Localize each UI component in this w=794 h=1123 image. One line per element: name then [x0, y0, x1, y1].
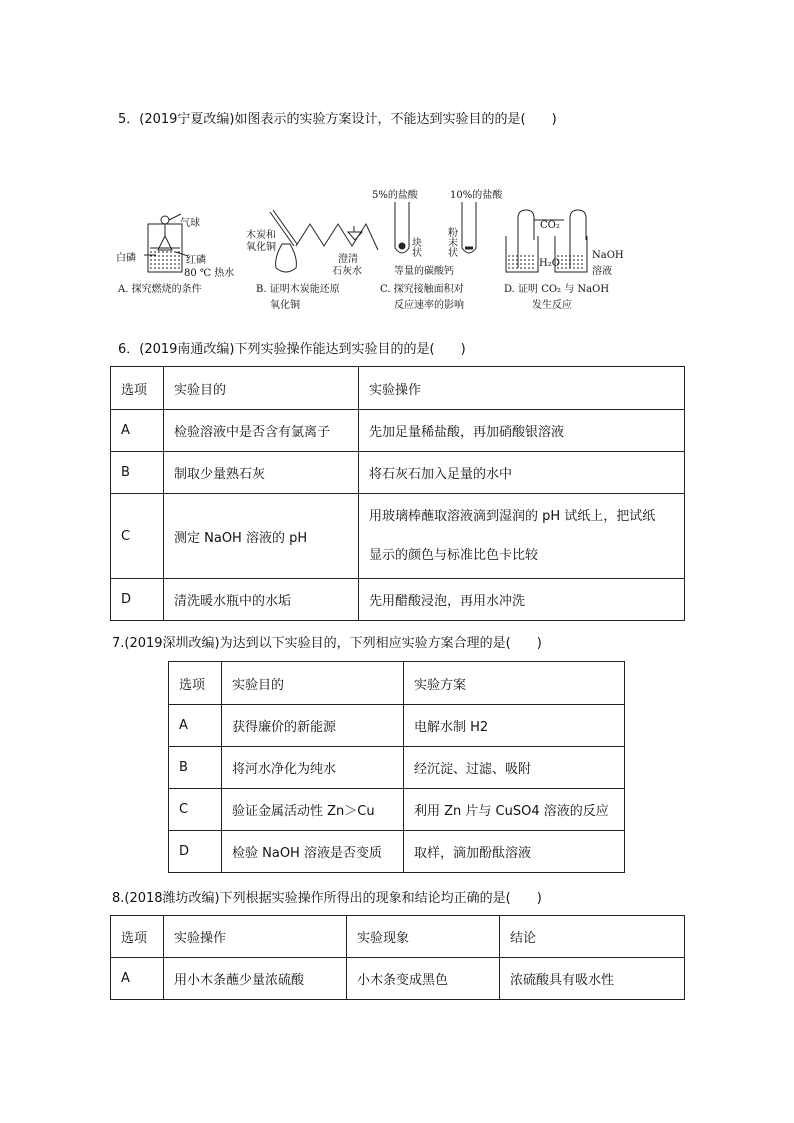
row-operation-line-2: 显示的颜色与标准比色卡比较	[369, 548, 539, 563]
c-label-powder-3: 状	[448, 248, 458, 259]
a-label-white-p: 白磷	[116, 253, 136, 264]
header-plan: 实验方案	[404, 662, 625, 705]
header-operation: 实验操作	[164, 916, 347, 958]
a-label-hot-water: 80 ℃ 热水	[184, 268, 235, 279]
table-header-row	[169, 662, 625, 705]
b-label-1: 木炭和	[246, 230, 276, 241]
q7-table	[168, 661, 625, 873]
q8-stem: 8.(2018潍坊改编)下列根据实验操作所得出的现象和结论均正确的是( )	[112, 891, 542, 906]
row-option: C	[111, 494, 164, 579]
d-label-naoh: NaOH	[592, 250, 624, 261]
a-label-red-p: 红磷	[186, 255, 206, 266]
header-option: 选项	[169, 662, 222, 705]
row-option: D	[169, 831, 222, 873]
diagram-c	[395, 202, 476, 253]
table-header-row	[111, 367, 685, 410]
row-goal: 检验溶液中是否含有氯离子	[164, 410, 359, 452]
row-goal: 获得廉价的新能源	[222, 705, 404, 747]
header-conclusion: 结论	[500, 916, 685, 958]
header-goal: 实验目的	[222, 662, 404, 705]
c-label-block-1: 块	[412, 238, 422, 249]
row-goal: 检验 NaOH 溶液是否变质	[222, 831, 404, 873]
b-caption-1: B. 证明木炭能还原	[256, 284, 340, 295]
row-plan: 经沉淀、过滤、吸附	[404, 747, 625, 789]
a-label-balloon: 气球	[180, 218, 200, 229]
row-operation: 将石灰石加入足量的水中	[359, 452, 685, 494]
row-goal: 清洗暖水瓶中的水垢	[164, 579, 359, 621]
row-plan: 电解水制 H2	[404, 705, 625, 747]
table-row	[169, 789, 625, 831]
table-row	[111, 494, 685, 579]
q5-figure	[110, 178, 630, 320]
row-plan: 利用 Zn 片与 CuSO4 溶液的反应	[404, 789, 625, 831]
b-caption-2: 氧化铜	[270, 300, 300, 311]
header-phenomenon: 实验现象	[347, 916, 500, 958]
row-option: A	[111, 410, 164, 452]
row-operation: 先加足量稀盐酸，再加硝酸银溶液	[359, 410, 685, 452]
row-option: D	[111, 579, 164, 621]
header-option: 选项	[111, 367, 164, 410]
row-goal: 测定 NaOH 溶液的 pH	[164, 494, 359, 579]
c-caption-2: 反应速率的影响	[394, 300, 464, 311]
row-option: A	[111, 958, 164, 1000]
c-label-powder-1: 粉	[448, 228, 458, 239]
q7-stem: 7.(2019深圳改编)为达到以下实验目的，下列相应实验方案合理的是( )	[112, 636, 542, 651]
table-header-row	[111, 916, 685, 958]
c-label-10pct: 10%的盐酸	[450, 190, 503, 201]
table-row	[169, 705, 625, 747]
table-row	[169, 747, 625, 789]
b-label-4: 石灰水	[332, 266, 362, 277]
row-goal: 将河水净化为纯水	[222, 747, 404, 789]
q5-stem: 5．(2019宁夏改编)如图表示的实验方案设计，不能达到实验目的的是( )	[118, 112, 557, 127]
row-plan: 取样，滴加酚酞溶液	[404, 831, 625, 873]
row-phenomenon: 小木条变成黑色	[347, 958, 500, 1000]
c-caption-1: C. 探究接触面积对	[380, 284, 464, 295]
header-operation: 实验操作	[359, 367, 685, 410]
row-option: B	[169, 747, 222, 789]
a-caption: A. 探究燃烧的条件	[118, 284, 202, 295]
row-conclusion: 浓硫酸具有吸水性	[500, 958, 685, 1000]
row-option: B	[111, 452, 164, 494]
row-operation-cell	[359, 494, 685, 579]
c-label-5pct: 5%的盐酸	[372, 190, 418, 201]
row-option: C	[169, 789, 222, 831]
c-label-powder-2: 末	[448, 238, 458, 249]
q6-stem: 6．(2019南通改编)下列实验操作能达到实验目的的是( )	[118, 342, 466, 357]
row-option: A	[169, 705, 222, 747]
row-goal: 验证金属活动性 Zn＞Cu	[222, 789, 404, 831]
table-row	[111, 410, 685, 452]
c-label-block-2: 状	[412, 248, 422, 259]
table-row	[111, 958, 685, 1000]
row-operation: 用小木条蘸少量浓硫酸	[164, 958, 347, 1000]
table-row	[111, 579, 685, 621]
table-row	[169, 831, 625, 873]
d-caption-1: D. 证明 CO₂ 与 NaOH	[504, 284, 610, 295]
q8-table	[110, 915, 685, 1000]
row-operation-line-1: 用玻璃棒蘸取溶液滴到湿润的 pH 试纸上，把试纸	[369, 509, 656, 524]
row-operation: 先用醋酸浸泡，再用水冲洗	[359, 579, 685, 621]
b-label-2: 氧化铜	[246, 242, 276, 253]
d-label-solution: 溶液	[592, 266, 612, 277]
d-caption-2: 发生反应	[532, 300, 572, 311]
header-goal: 实验目的	[164, 367, 359, 410]
header-option: 选项	[111, 916, 164, 958]
d-label-h2o: H₂O	[539, 258, 560, 269]
table-row	[111, 452, 685, 494]
row-goal: 制取少量熟石灰	[164, 452, 359, 494]
d-label-co2: CO₂	[540, 220, 560, 231]
c-label-caco3: 等量的碳酸钙	[394, 266, 454, 277]
b-label-3: 澄清	[338, 254, 358, 265]
q6-table	[110, 366, 685, 621]
